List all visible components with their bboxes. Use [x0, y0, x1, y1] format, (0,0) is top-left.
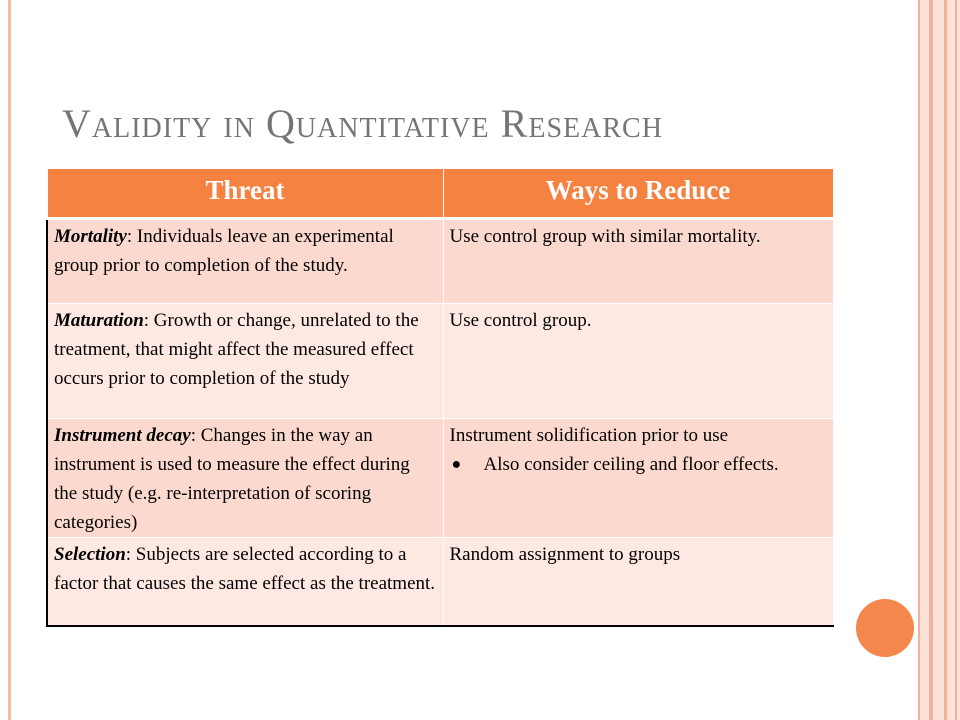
- stripe-decoration: [944, 0, 947, 720]
- header-threat: Threat: [47, 169, 443, 219]
- threat-term: Selection: [54, 544, 126, 565]
- table-row: [47, 538, 833, 626]
- validity-table: [46, 168, 834, 627]
- remedy-cell: [443, 419, 833, 538]
- stripe-decoration: [955, 0, 957, 720]
- slide-title: Validity in Quantitative Research: [62, 101, 663, 146]
- remedy-bullet-text: Also consider ceiling and floor effects.: [483, 454, 779, 475]
- stripe-decoration: [929, 0, 933, 720]
- bullet-dot-icon: ●: [451, 456, 462, 473]
- remedy-cell: Use control group.: [443, 304, 833, 419]
- table-header-row: [47, 169, 833, 219]
- table-row: [47, 419, 833, 538]
- threat-cell: [47, 419, 443, 538]
- threat-term: Instrument decay: [54, 425, 191, 446]
- slide-left-border: [8, 0, 11, 720]
- table-row: [47, 219, 833, 304]
- threat-cell: [47, 219, 443, 304]
- threat-description: : Individuals leave an experimental group prior to completion of the study.: [54, 226, 394, 276]
- remedy-text: Instrument solidification prior to use: [449, 425, 729, 446]
- remedy-cell: Random assignment to groups: [443, 538, 833, 626]
- threat-term: Maturation: [54, 310, 144, 331]
- threat-cell: [47, 304, 443, 419]
- threat-description: : Changes in the way an instrument is used to measure the effect during the study (e.g. re-interpretation of scoring categories): [54, 425, 410, 533]
- threat-cell: [47, 538, 443, 626]
- remedy-cell: Use control group with similar mortality.: [443, 219, 833, 304]
- decorative-circle: [856, 599, 914, 657]
- threat-description: : Growth or change, unrelated to the treatment, that might affect the measured effect occurs prior to completion of the study: [54, 310, 419, 389]
- slide-right-band: [918, 0, 960, 720]
- remedy-bullet: [450, 450, 827, 479]
- threat-description: : Subjects are selected according to a factor that causes the same effect as the treatment.: [54, 544, 436, 594]
- header-ways-to-reduce: Ways to Reduce: [443, 169, 833, 219]
- threat-term: Mortality: [54, 226, 127, 247]
- table-row: [47, 304, 833, 419]
- stripe-decoration: [918, 0, 920, 720]
